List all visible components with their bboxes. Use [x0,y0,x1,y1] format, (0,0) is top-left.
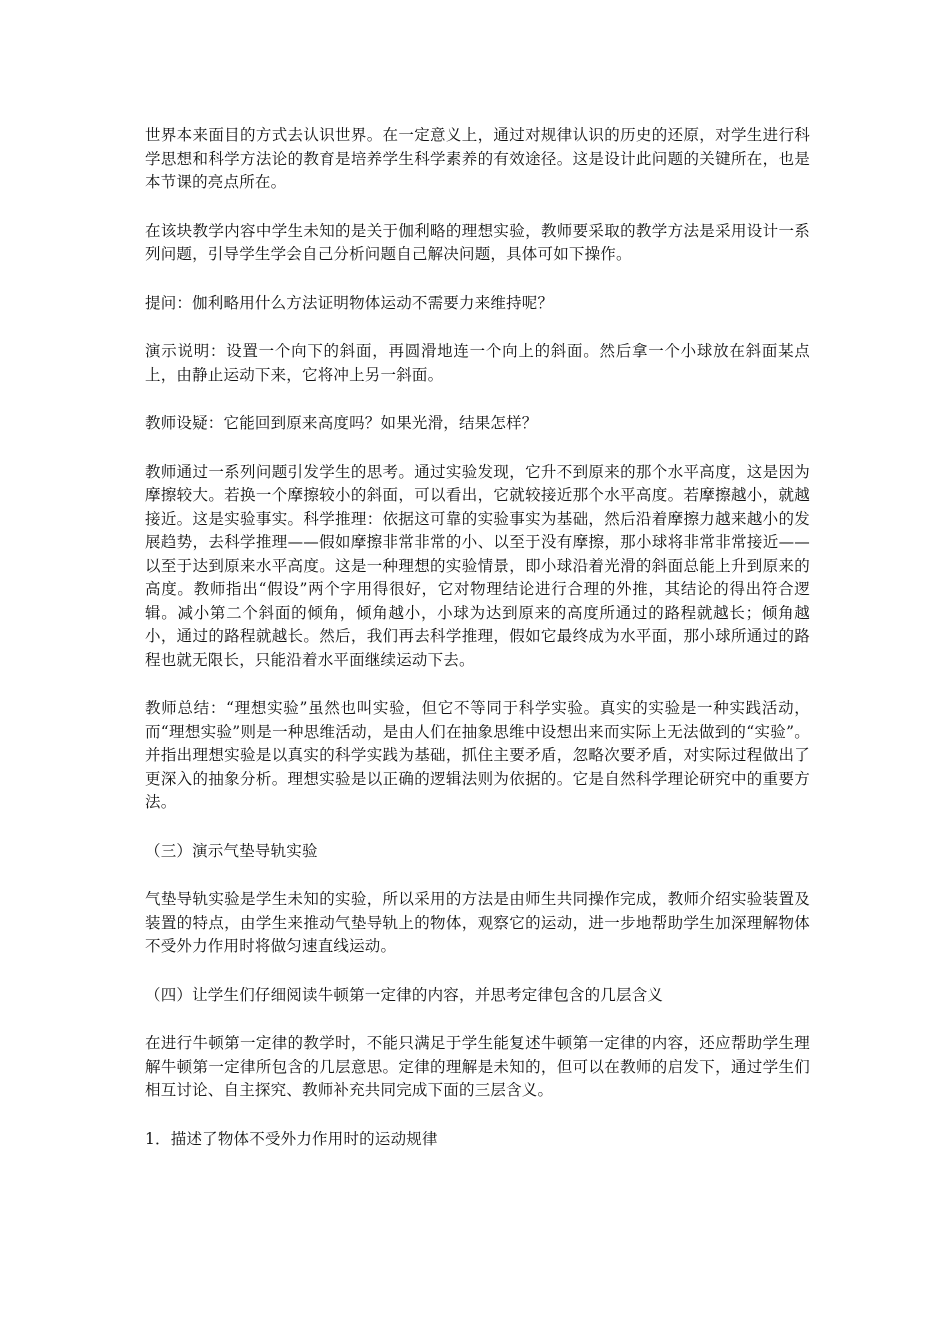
paragraph-air-track: 气垫导轨实验是学生未知的实验，所以采用的方法是由师生共同操作完成，教师介绍实验装置及装置的特点，由学生来推动气垫导轨上的物体，观察它的运动，进一步地帮助学生加深理解物体不受外力作用时将做匀速直线运动。 [145,890,810,955]
paragraph-teacher-doubt: 教师设疑：它能回到原来高度吗？如果光滑，结果怎样？ [145,414,538,432]
section-heading-air-track: （三）演示气垫导轨实验 [145,841,318,860]
section-heading-newton-law: （四）让学生们仔细阅读牛顿第一定律的内容，并思考定律包含的几层含义 [145,985,664,1004]
list-item-1: 1．描述了物体不受外力作用时的运动规律 [145,1129,438,1148]
paragraph-demo-description: 演示说明：设置一个向下的斜面，再圆滑地连一个向上的斜面。然后拿一个小球放在斜面某点上，由静止运动下来，它将冲上另一斜面。 [145,342,810,384]
paragraph-question: 提问：伽利略用什么方法证明物体运动不需要力来维持呢？ [145,293,554,312]
document-page [145,124,810,1176]
paragraph-reasoning: 教师通过一系列问题引发学生的思考。通过实验发现，它升不到原来的那个水平高度，这是因为摩擦较大。若换一个摩擦较小的斜面，可以看出，它就较接近那个水平高度。若摩擦越小，就越接近。这是实验事实。科学推理：依据这可靠的实验事实为基础，然后沿着摩擦力越来越小的发展趋势，去科学推理——假如摩擦非常非常的小、以至于没有摩擦，那小球将非常非常接近——以至于达到原来水平高度。这是一种理想的实验情景，即小球沿着光滑的斜面总能上升到原来的高度。教师指出“假设”两个字用得很好，它对物理结论进行合理的外推，其结论的得出符合逻辑。减小第二个斜面的倾角，倾角越小，小球为达到原来的高度所通过的路程就越长；倾角越小，通过的路程就越长。然后，我们再去科学推理，假如它最终成为水平面，那小球所通过的路程也就无限长，只能沿着水平面继续运动下去。 [145,462,810,669]
paragraph-teacher-summary: 教师总结：“理想实验”虽然也叫实验，但它不等同于科学实验。真实的实验是一种实践活动，而“理想实验”则是一种思维活动，是由人们在抽象思维中设想出来而实际上无法做到的“实验”。并指出理想实验是以真实的科学实践为基础，抓住主要矛盾，忽略次要矛盾，对实际过程做出了更深入的抽象分析。理想实验是以正确的逻辑法则为依据的。它是自然科学理论研究中的重要方法。 [145,699,810,811]
paragraph-newton-teaching: 在进行牛顿第一定律的教学时，不能只满足于学生能复述牛顿第一定律的内容，还应帮助学生理解牛顿第一定律所包含的几层意思。定律的理解是未知的，但可以在教师的启发下，通过学生们相互讨论、自主探究、教师补充共同完成下面的三层含义。 [145,1034,810,1099]
paragraph-history-restoration: 世界本来面目的方式去认识世界。在一定意义上，通过对规律认识的历史的还原，对学生进行科学思想和科学方法论的教育是培养学生科学素养的有效途径。这是设计此问题的关键所在，也是本节课的亮点所在。 [145,126,810,191]
paragraph-galileo-intro: 在该块教学内容中学生未知的是关于伽利略的理想实验，教师要采取的教学方法是采用设计一系列问题，引导学生学会自己分析问题自己解决问题，具体可如下操作。 [145,221,810,263]
